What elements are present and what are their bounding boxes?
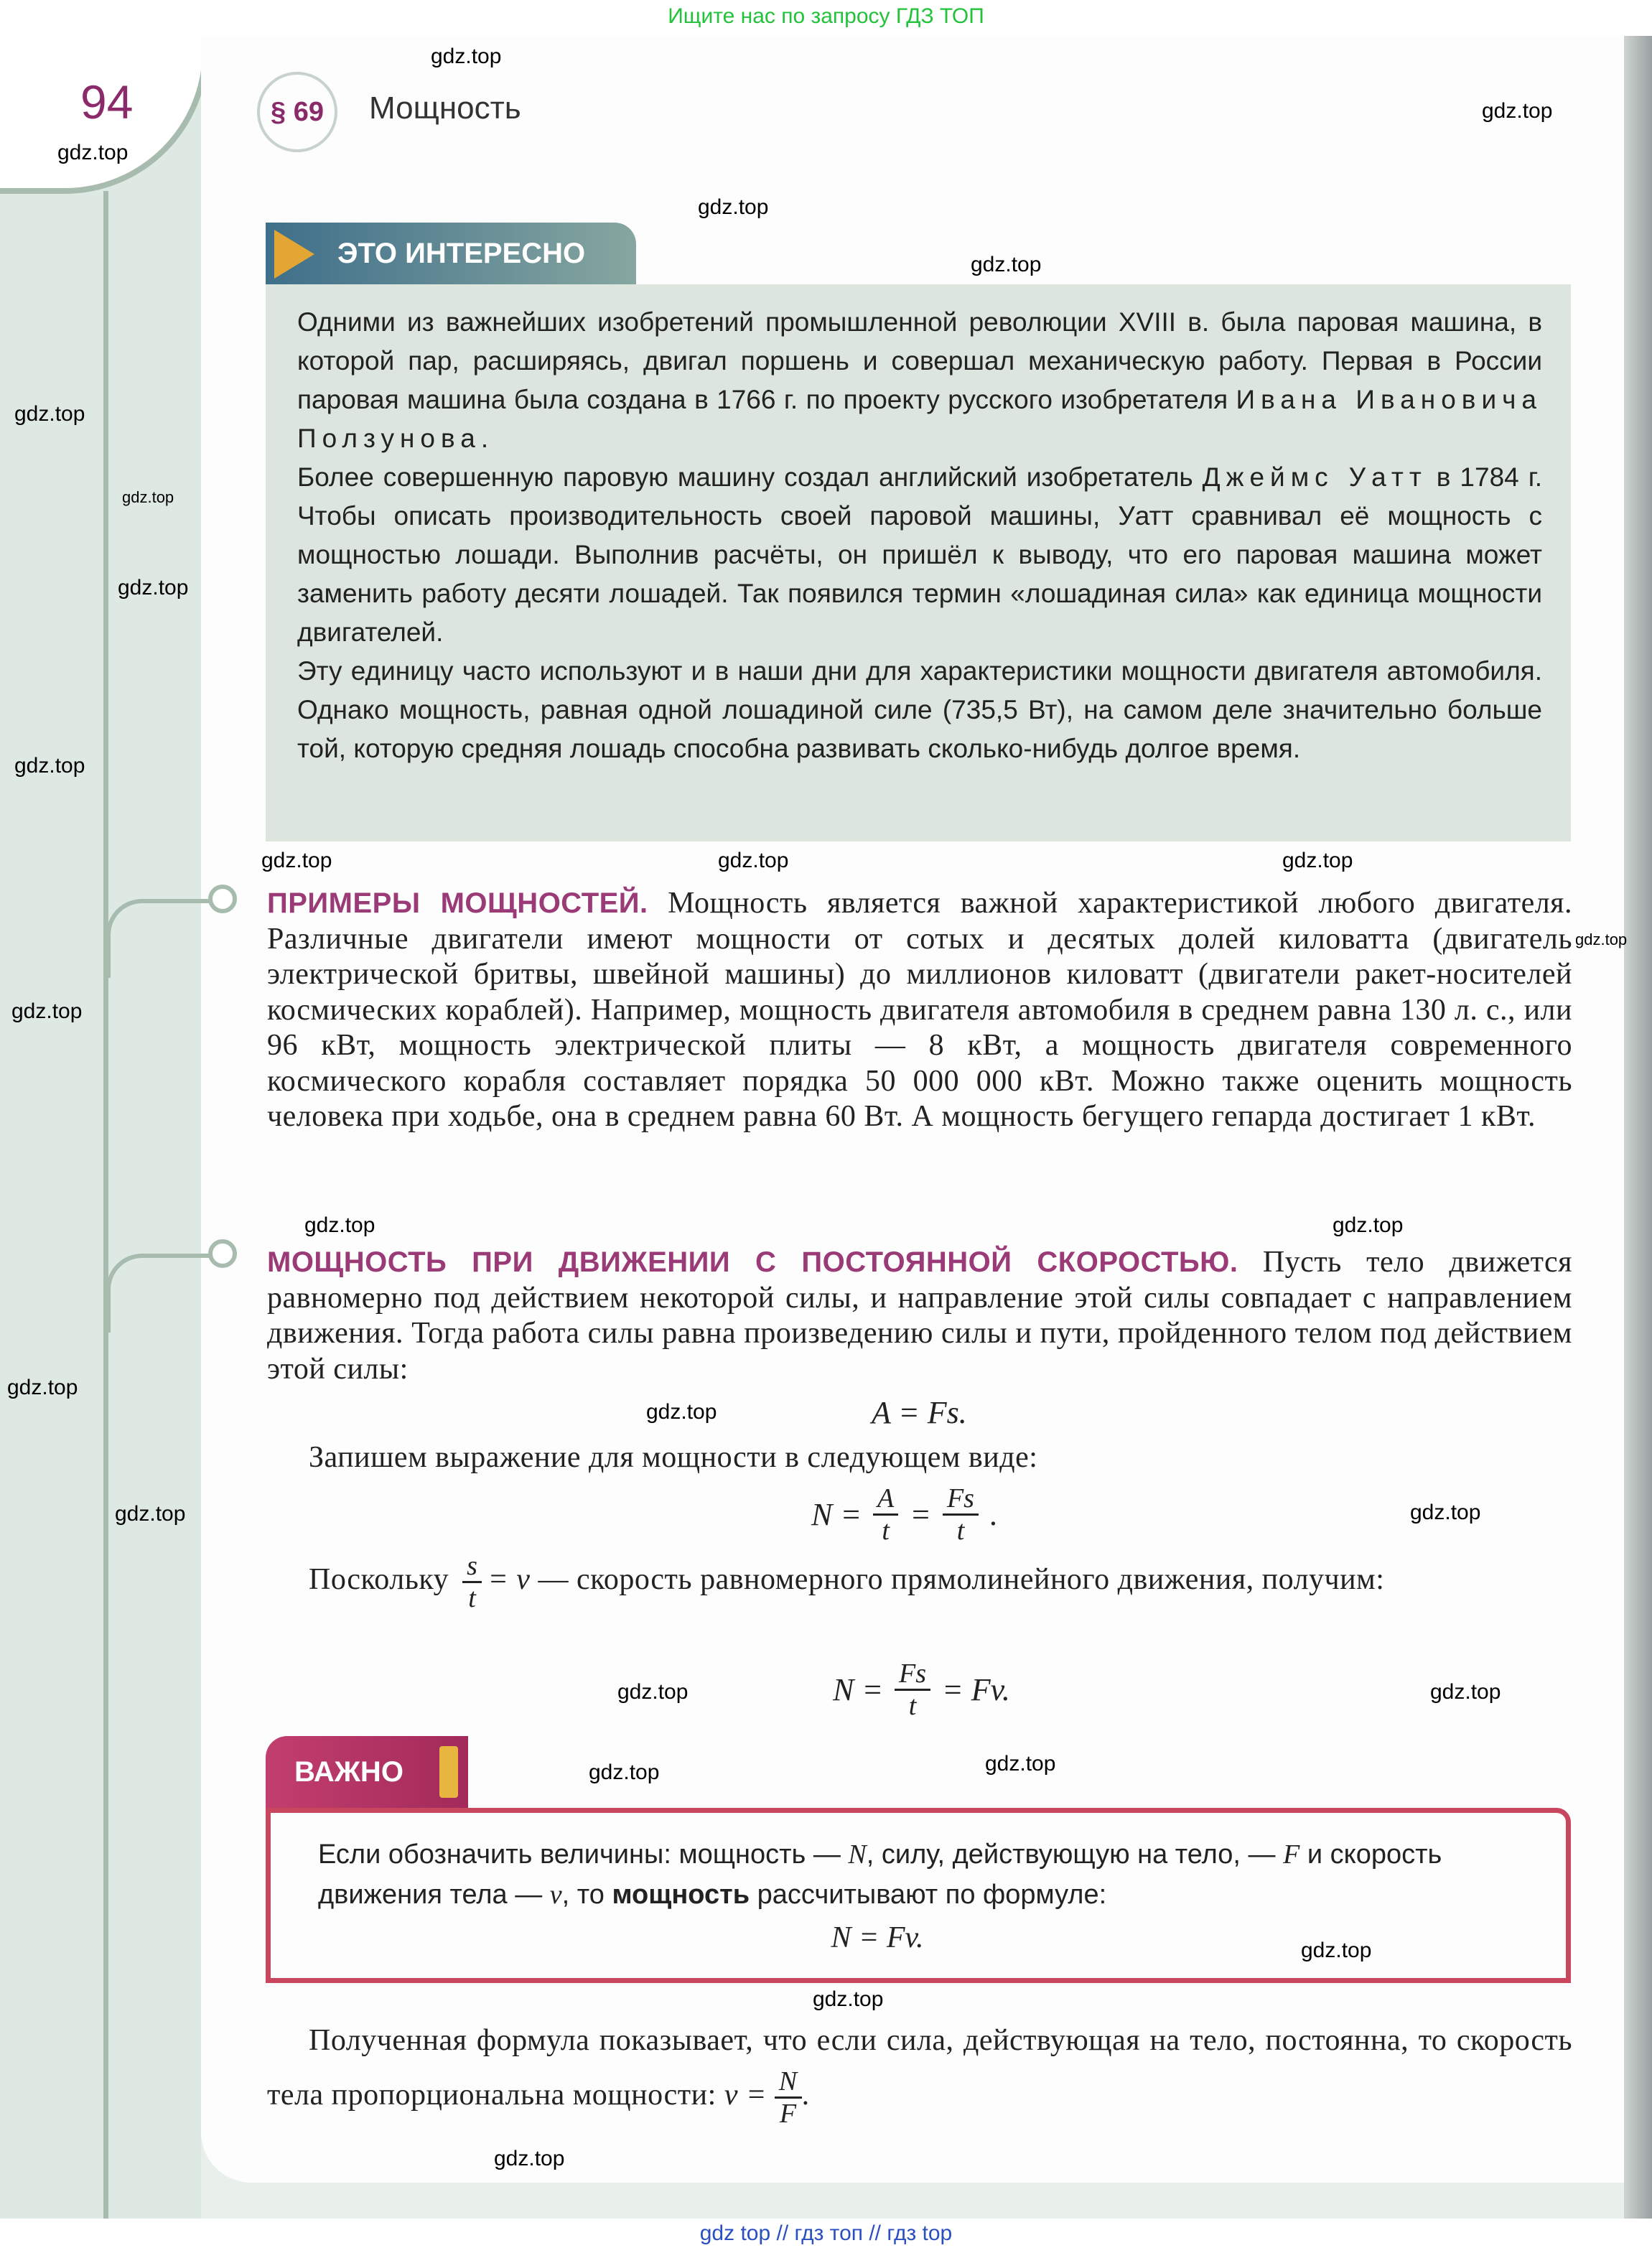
watermark: gdz.top <box>431 45 502 68</box>
text: и скорость движения тела — <box>318 1839 1442 1910</box>
text: Более совершенную паровую машину создал английский изобретатель <box>297 462 1203 492</box>
watermark: gdz.top <box>617 1680 689 1704</box>
formula-part: = v <box>487 1563 531 1597</box>
section-text: Поскольку <box>309 1563 449 1597</box>
watermark: gdz.top <box>7 1376 78 1399</box>
section-text: Мощность является важной характеристикой любого двигателя. Различные двигатели имеют мощности от сотых и десятых долей киловатта (двигатель электрической бритвы, швейной машины) до миллионов киловатт (двигатели ракет-носителей космических кораблей). Например, мощность двигателя автомобиля в среднем равна 130 л. с., или 96 кВт, мощность электрической плиты — 8 кВт, а мощность двигателя современного космического корабля составляет порядка 50 000 000 кВт. Можно также оценить мощность человека при ходьбе, она в среднем равна 60 Вт. А мощность бегущего гепарда достигает 1 кВт. <box>267 887 1573 1133</box>
branch-node <box>208 1239 237 1268</box>
watermark: gdz.top <box>1575 930 1628 948</box>
watermark: gdz.top <box>646 1400 717 1424</box>
fraction <box>943 1483 979 1546</box>
search-banner[interactable]: Ищите нас по запросу ГДЗ ТОП <box>0 0 1652 36</box>
interesting-paragraph: Эту единицу часто используют и в наши дни для характеристики мощности двигателя автомобиля. Однако мощность, равная одной лошадиной силе (735,5 Вт), на самом деле значительно больше той, которую средняя лошадь способна развивать сколько-нибудь долгое время. <box>297 656 1542 763</box>
margin-line <box>103 191 108 2219</box>
text: Если обозначить величины: мощность — <box>318 1839 849 1870</box>
symbol: F <box>1283 1839 1300 1870</box>
formula-part: . <box>989 1497 998 1532</box>
symbol: N <box>848 1839 867 1870</box>
branch-line <box>106 1254 214 1333</box>
text: рассчитывают по формуле: <box>750 1880 1107 1910</box>
watermark: gdz.top <box>494 2147 565 2170</box>
watermark: gdz.top <box>1410 1501 1481 1524</box>
since-paragraph <box>267 1551 1572 1613</box>
watermark: gdz.top <box>14 754 85 778</box>
watermark: gdz.top <box>698 195 769 219</box>
watermark: gdz.top <box>985 1752 1056 1776</box>
watermark: gdz.top <box>11 999 83 1023</box>
formula-part: v = <box>724 2079 767 2112</box>
denominator: t <box>468 1583 477 1613</box>
fraction <box>775 2066 802 2129</box>
watermark: gdz.top <box>971 253 1042 276</box>
text: . <box>480 424 489 453</box>
symbol: v <box>549 1880 562 1910</box>
numerator: Fs <box>943 1483 979 1516</box>
watermark: gdz.top <box>718 849 789 872</box>
branch-line <box>106 899 214 978</box>
formula-part: N = <box>833 1672 884 1707</box>
denominator: F <box>779 2099 797 2129</box>
interesting-paragraph <box>297 303 1542 458</box>
important-tab <box>266 1736 468 1808</box>
page-number: 94 <box>80 75 134 129</box>
watermark: gdz.top <box>304 1213 375 1237</box>
important-label: ВАЖНО <box>294 1755 403 1788</box>
denominator: t <box>908 1691 917 1721</box>
formula-part: = Fv. <box>942 1672 1010 1707</box>
important-formula: N = Fv. <box>831 1921 924 1954</box>
fraction <box>895 1659 930 1721</box>
watermark: gdz.top <box>122 488 174 506</box>
denominator: t <box>956 1516 965 1546</box>
bold-term: мощность <box>612 1880 750 1910</box>
section-text: Пусть тело движется равномерно под действием некоторой силы, и направление этой силы совпадает с направлением движения. Тогда работа силы равна произведению силы и пути, пройденного телом под действием этой силы: <box>267 1246 1572 1386</box>
section-text: Полученная формула показывает, что если сила, действующая на тело, постоянна, то скорость тела пропорциональна мощности: <box>267 2024 1572 2112</box>
watermark: gdz.top <box>1333 1213 1404 1237</box>
fraction <box>462 1551 482 1613</box>
triangle-logo-icon <box>274 230 314 279</box>
text: , то <box>561 1880 612 1910</box>
formula-work: A = Fs. <box>872 1395 967 1430</box>
watermark: gdz.top <box>1282 849 1353 872</box>
page-title: Мощность <box>369 90 521 126</box>
text: , силу, действующую на тело, — <box>866 1839 1284 1870</box>
denominator: t <box>882 1516 890 1546</box>
footer-links[interactable]: gdz top // гдз топ // гдз top <box>0 2219 1652 2253</box>
formula-power <box>811 1483 998 1546</box>
numerator: Fs <box>895 1659 930 1691</box>
section-heading: МОЩНОСТЬ ПРИ ДВИЖЕНИИ С ПОСТОЯННОЙ СКОРОСТЬЮ. <box>267 1246 1238 1278</box>
watermark: gdz.top <box>1301 1939 1372 1962</box>
interesting-box <box>266 284 1571 841</box>
interesting-label: ЭТО ИНТЕРЕСНО <box>337 237 586 269</box>
fraction <box>873 1483 898 1546</box>
formula-power-velocity <box>833 1659 1010 1721</box>
important-text <box>318 1834 1523 1915</box>
watermark: gdz.top <box>1482 99 1553 123</box>
formula-part: = <box>910 1497 931 1532</box>
name: Ивана Ивановича Ползунова <box>297 385 1542 453</box>
page-edge <box>1624 36 1652 2219</box>
name: Джеймс Уатт <box>1202 462 1427 492</box>
section-text: Запишем выражение для мощности в следующем виде: <box>309 1441 1038 1474</box>
watermark: gdz.top <box>1430 1680 1501 1704</box>
section-examples <box>267 886 1572 1135</box>
numerator: A <box>873 1483 898 1516</box>
paragraph-badge: § 69 <box>257 72 337 152</box>
branch-node <box>208 885 237 913</box>
interesting-tab <box>266 223 636 284</box>
watermark: gdz.top <box>14 402 85 426</box>
exclamation-icon <box>439 1746 458 1798</box>
watermark: gdz.top <box>57 141 129 164</box>
formula-part: . <box>801 2079 810 2112</box>
numerator: N <box>775 2066 802 2099</box>
interesting-paragraph <box>297 458 1542 652</box>
text: в 1784 г. Чтобы описать производительность своей паровой машины, Уатт сравнивал её мощность с мощностью лошади. Выполнив расчёты, он пришёл к выводу, что его паровая машина может заменить работу десяти лошадей. Так появился термин «лошадиная сила» как единица мощности двигателей. <box>297 462 1542 647</box>
watermark: gdz.top <box>589 1760 660 1784</box>
watermark: gdz.top <box>261 849 332 872</box>
watermark: gdz.top <box>118 576 189 600</box>
important-box <box>266 1808 1571 1983</box>
formula-part: N = <box>811 1497 862 1532</box>
left-margin <box>0 36 201 2219</box>
section-constant-speed <box>267 1245 1572 1387</box>
watermark: gdz.top <box>813 1987 884 2011</box>
section-text: — скорость равномерного прямолинейного движения, получим: <box>538 1563 1385 1597</box>
final-paragraph <box>267 2015 1572 2129</box>
section-heading: ПРИМЕРЫ МОЩНОСТЕЙ. <box>267 887 648 919</box>
watermark: gdz.top <box>115 1502 186 1526</box>
numerator: s <box>462 1551 482 1583</box>
text: Одними из важнейших изобретений промышленной революции XVIII в. была паровая машина, в которой пар, расширяясь, двигал поршень и совершал механическую работу. Первая в России паровая машина была создана в 1766 г. по проекту русского изобретателя <box>297 307 1542 414</box>
